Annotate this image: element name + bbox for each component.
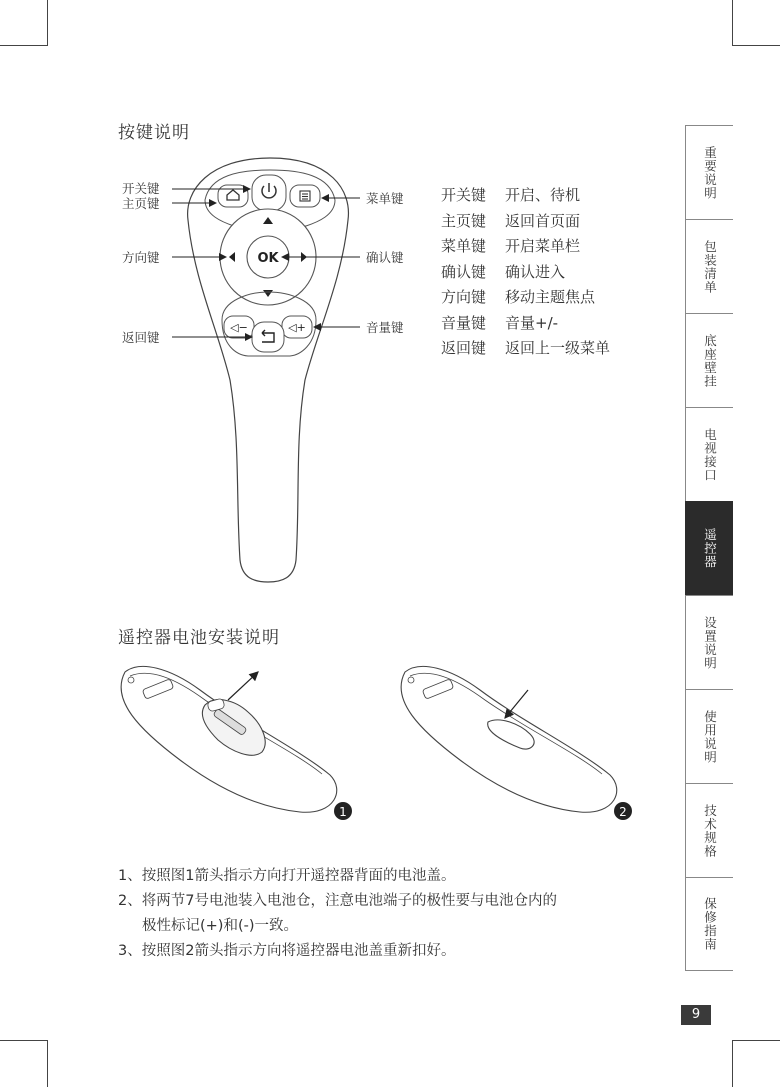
label-home: 主页键 [122, 196, 160, 211]
button-legend [441, 183, 610, 362]
section-title-buttons: 按键说明 [118, 123, 190, 143]
sidebar-item-important[interactable]: 重要说明 [685, 125, 733, 219]
label-direction: 方向键 [122, 250, 160, 265]
volume-up-icon: ◁+ [288, 321, 306, 334]
home-button [218, 185, 248, 207]
legend-row: 开关键 开启、待机 [441, 186, 581, 204]
section-title-battery: 遥控器电池安装说明 [118, 628, 280, 648]
battery-arrow-2 [505, 690, 528, 718]
battery-figure-1 [121, 666, 337, 812]
sidebar-item-stand[interactable]: 底座壁挂 [685, 313, 733, 407]
page-number: 9 [681, 1005, 711, 1025]
legend-row: 主页键 返回首页面 [441, 211, 581, 230]
sidebar-item-warranty[interactable]: 保修指南 [685, 877, 733, 971]
sidebar-item-remote[interactable]: 遥控器 [685, 501, 733, 595]
figure-number-1: 1 [339, 805, 347, 819]
legend-row: 音量键 音量+/- [441, 313, 559, 332]
legend-row: 方向键 移动主题焦点 [441, 288, 596, 306]
legend-row: 菜单键 开启菜单栏 [441, 237, 581, 255]
step-2-continued: 极性标记(+)和(-)一致。 [142, 918, 299, 934]
volume-down-icon: ◁− [230, 321, 248, 334]
legend-row: 确认键 确认进入 [441, 262, 566, 281]
step-2: 2、将两节7号电池装入电池仓，注意电池端子的极性要与电池仓内的 [118, 893, 557, 909]
sidebar-item-package[interactable]: 包装清单 [685, 219, 733, 313]
legend-row: 返回键 返回上一级菜单 [441, 339, 611, 357]
step-3: 3、按照图2箭头指示方向将遥控器电池盖重新扣好。 [118, 943, 456, 959]
battery-instructions [118, 864, 658, 964]
back-button [252, 322, 284, 352]
label-power: 开关键 [122, 181, 160, 196]
figure-number-2: 2 [619, 805, 627, 819]
sidebar-item-specs[interactable]: 技术规格 [685, 783, 733, 877]
step-1: 1、按照图1箭头指示方向打开遥控器背面的电池盖。 [118, 868, 456, 884]
label-confirm: 确认键 [366, 250, 404, 265]
label-volume: 音量键 [366, 320, 404, 335]
label-back: 返回键 [122, 330, 160, 345]
battery-figure-2 [401, 666, 617, 812]
battery-arrow-1 [228, 672, 258, 700]
sidebar-item-usage[interactable]: 使用说明 [685, 689, 733, 783]
power-button [252, 175, 286, 211]
label-menu: 菜单键 [366, 191, 404, 206]
sidebar-item-ports[interactable]: 电视接口 [685, 407, 733, 501]
ok-button-label[interactable]: OK [257, 251, 279, 266]
sidebar-item-settings[interactable]: 设置说明 [685, 595, 733, 689]
